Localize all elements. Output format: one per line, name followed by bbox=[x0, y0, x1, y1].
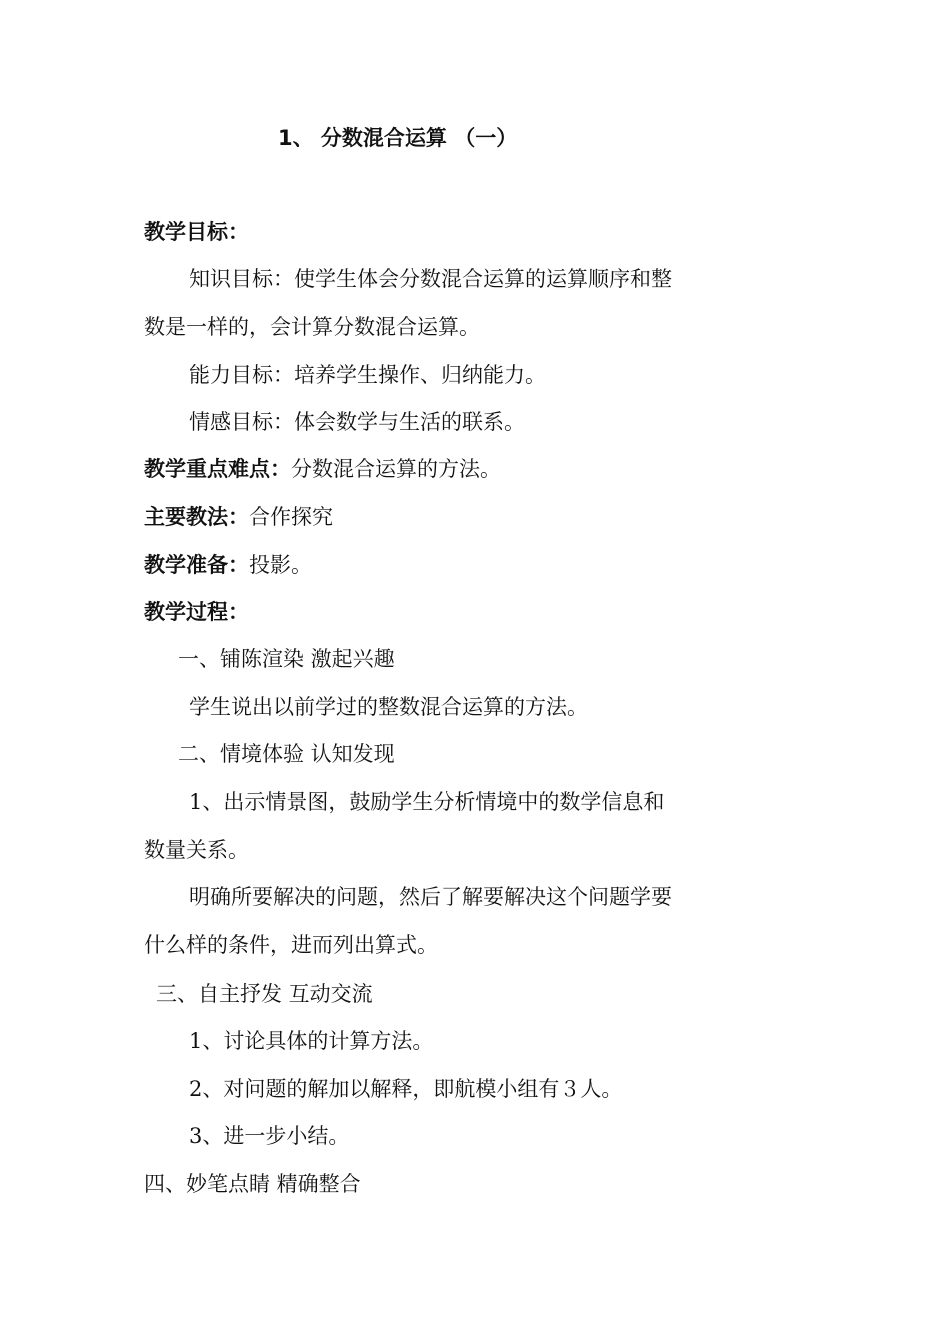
method-row bbox=[144, 503, 333, 531]
key-points-row bbox=[144, 455, 501, 483]
preparation-value: 投影。 bbox=[249, 553, 312, 577]
section2-item1-line2: 数量关系。 bbox=[144, 838, 249, 862]
section3-title: 三、自主抒发 互动交流 bbox=[156, 982, 373, 1006]
preparation-row bbox=[144, 551, 312, 579]
knowledge-objective-line1: 知识目标：使学生体会分数混合运算的运算顺序和整 bbox=[189, 267, 672, 291]
page-title: 1、 分数混合运算 （一） bbox=[278, 126, 518, 150]
section3-item2: 2、对问题的解加以解释，即航模小组有３人。 bbox=[189, 1077, 623, 1101]
method-value: 合作探究 bbox=[249, 505, 333, 529]
objectives-heading: 教学目标： bbox=[144, 220, 249, 244]
section2-text-line2: 什么样的条件，进而列出算式。 bbox=[144, 933, 438, 957]
preparation-label: 教学准备： bbox=[144, 553, 249, 577]
process-heading: 教学过程： bbox=[144, 600, 249, 624]
section4-title: 四、妙笔点睛 精确整合 bbox=[144, 1172, 361, 1196]
section2-text-line1: 明确所要解决的问题，然后了解要解决这个问题学要 bbox=[189, 885, 672, 909]
emotion-objective: 情感目标：体会数学与生活的联系。 bbox=[189, 410, 525, 434]
section2-item1-line1: 1、出示情景图，鼓励学生分析情境中的数学信息和 bbox=[189, 790, 665, 814]
section2-title: 二、情境体验 认知发现 bbox=[178, 742, 395, 766]
section1-text: 学生说出以前学过的整数混合运算的方法。 bbox=[189, 695, 588, 719]
ability-objective: 能力目标：培养学生操作、归纳能力。 bbox=[189, 363, 546, 387]
section3-item3: 3、进一步小结。 bbox=[189, 1124, 350, 1148]
method-label: 主要教法： bbox=[144, 505, 249, 529]
section1-title: 一、铺陈渲染 激起兴趣 bbox=[178, 647, 395, 671]
key-points-label: 教学重点难点： bbox=[144, 457, 291, 481]
knowledge-objective-line2: 数是一样的，会计算分数混合运算。 bbox=[144, 315, 480, 339]
key-points-value: 分数混合运算的方法。 bbox=[291, 457, 501, 481]
section3-item1: 1、讨论具体的计算方法。 bbox=[189, 1029, 434, 1053]
